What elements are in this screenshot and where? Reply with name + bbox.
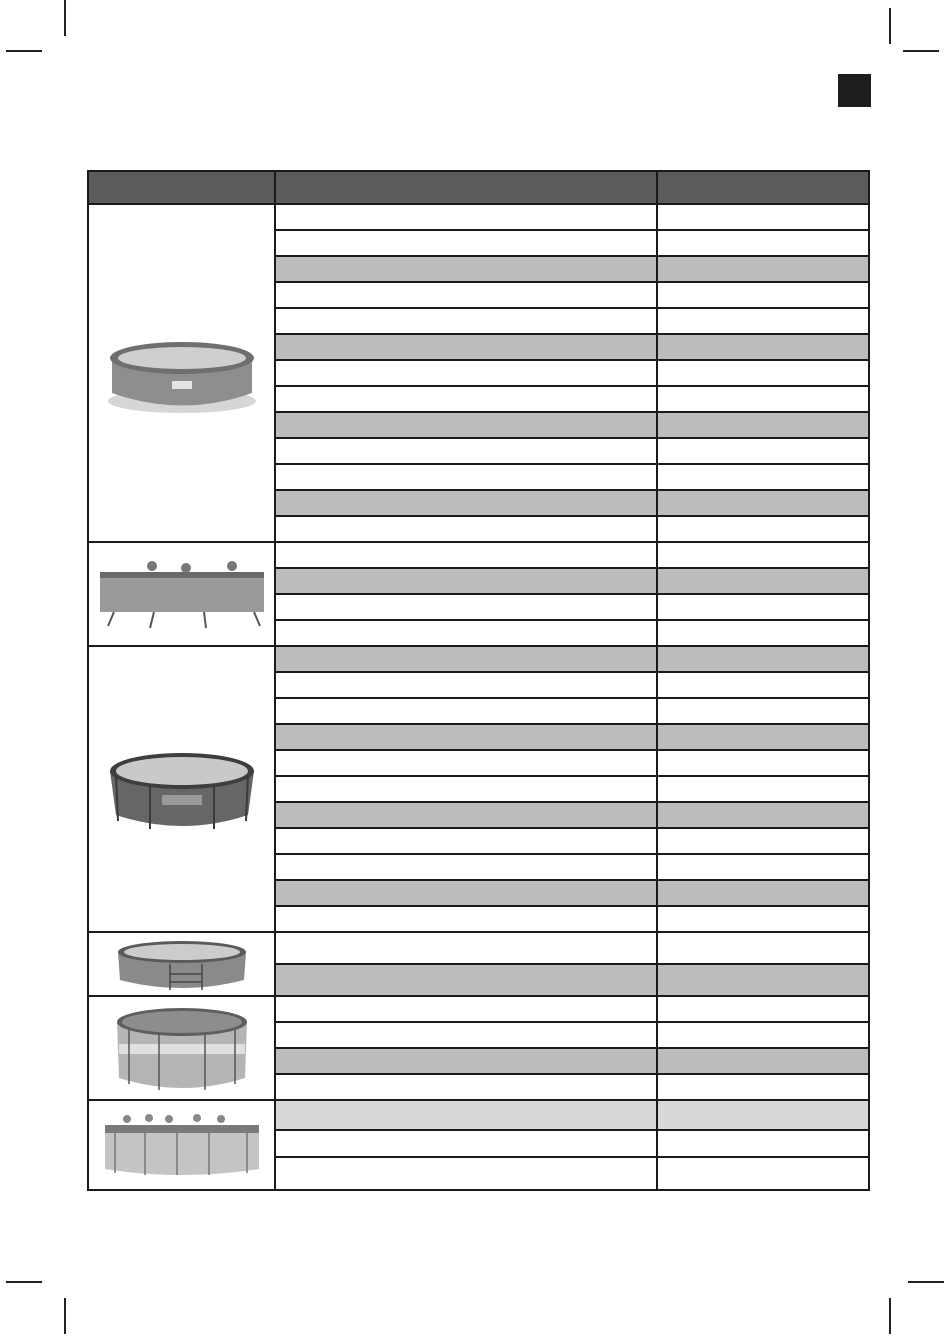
spec-cell [275, 438, 657, 464]
spec-cell [275, 1130, 657, 1157]
spec-cell [275, 1100, 657, 1130]
spec-cell [275, 1022, 657, 1048]
header-model [88, 171, 275, 204]
spec-cell [275, 490, 657, 516]
oval-easy-set-pool-icon [112, 934, 252, 994]
spec-cell [275, 646, 657, 672]
spec-cell [275, 1048, 657, 1074]
value-cell [657, 1130, 869, 1157]
spec-cell [275, 828, 657, 854]
value-cell [657, 438, 869, 464]
value-cell [657, 412, 869, 438]
spec-cell [275, 996, 657, 1022]
rectangular-frame-pool-icon [94, 552, 270, 636]
crop-mark-bottom-right-h [908, 1281, 944, 1283]
spec-cell [275, 516, 657, 542]
spec-cell [275, 334, 657, 360]
spec-cell [275, 880, 657, 906]
spec-cell [275, 412, 657, 438]
spec-cell [275, 964, 657, 996]
pool-specification-table [87, 170, 870, 1191]
spec-cell [275, 542, 657, 568]
spec-cell [275, 620, 657, 646]
value-cell [657, 932, 869, 964]
value-cell [657, 750, 869, 776]
pool-image-cell [88, 996, 275, 1100]
spec-cell [275, 750, 657, 776]
spec-cell [275, 594, 657, 620]
spec-cell [275, 802, 657, 828]
header-value [657, 171, 869, 204]
header-spec [275, 171, 657, 204]
value-cell [657, 542, 869, 568]
table-row [88, 932, 869, 964]
spec-cell [275, 230, 657, 256]
crop-mark-bottom-left-v [64, 1298, 66, 1334]
crop-mark-top-right-v [889, 8, 891, 44]
value-cell [657, 334, 869, 360]
value-cell [657, 464, 869, 490]
spec-cell [275, 776, 657, 802]
value-cell [657, 1022, 869, 1048]
table-header-row [88, 171, 869, 204]
value-cell [657, 776, 869, 802]
table-row [88, 996, 869, 1022]
spec-cell [275, 1074, 657, 1100]
spec-cell [275, 464, 657, 490]
value-cell [657, 620, 869, 646]
crop-mark-bottom-right-v [889, 1298, 891, 1334]
value-cell [657, 880, 869, 906]
value-cell [657, 1100, 869, 1130]
value-cell [657, 724, 869, 750]
spec-cell [275, 568, 657, 594]
spec-cell [275, 724, 657, 750]
spec-cell [275, 672, 657, 698]
round-ultra-frame-pool-icon [107, 1000, 257, 1096]
table-row [88, 1100, 869, 1130]
crop-mark-top-left-v [64, 0, 66, 36]
language-tab-marker [838, 74, 871, 107]
spec-cell [275, 360, 657, 386]
round-metal-frame-pool-icon [102, 741, 262, 837]
pool-image-cell [88, 1100, 275, 1190]
value-cell [657, 1048, 869, 1074]
pool-image-cell [88, 542, 275, 646]
value-cell [657, 204, 869, 230]
pool-image-cell [88, 646, 275, 932]
crop-mark-top-left-h [6, 50, 42, 52]
value-cell [657, 594, 869, 620]
spec-cell [275, 854, 657, 880]
value-cell [657, 996, 869, 1022]
value-cell [657, 802, 869, 828]
spec-cell [275, 308, 657, 334]
value-cell [657, 964, 869, 996]
value-cell [657, 282, 869, 308]
pool-image-cell [88, 932, 275, 996]
value-cell [657, 906, 869, 932]
crop-mark-top-right-h [903, 50, 939, 52]
value-cell [657, 1157, 869, 1190]
spec-cell [275, 932, 657, 964]
easy-set-round-pool-icon [102, 323, 262, 423]
value-cell [657, 516, 869, 542]
spec-cell [275, 204, 657, 230]
spec-cell [275, 256, 657, 282]
spec-cell [275, 906, 657, 932]
value-cell [657, 568, 869, 594]
spec-cell [275, 1157, 657, 1190]
spec-cell [275, 282, 657, 308]
spec-cell [275, 698, 657, 724]
pool-image-cell [88, 204, 275, 542]
value-cell [657, 828, 869, 854]
value-cell [657, 386, 869, 412]
table-row [88, 542, 869, 568]
value-cell [657, 854, 869, 880]
value-cell [657, 672, 869, 698]
crop-mark-bottom-left-h [6, 1281, 42, 1283]
spec-cell [275, 386, 657, 412]
table-row [88, 204, 869, 230]
rectangular-ultra-frame-pool-icon [97, 1107, 267, 1183]
value-cell [657, 646, 869, 672]
value-cell [657, 360, 869, 386]
value-cell [657, 230, 869, 256]
value-cell [657, 308, 869, 334]
value-cell [657, 256, 869, 282]
value-cell [657, 698, 869, 724]
value-cell [657, 490, 869, 516]
table-row [88, 646, 869, 672]
value-cell [657, 1074, 869, 1100]
